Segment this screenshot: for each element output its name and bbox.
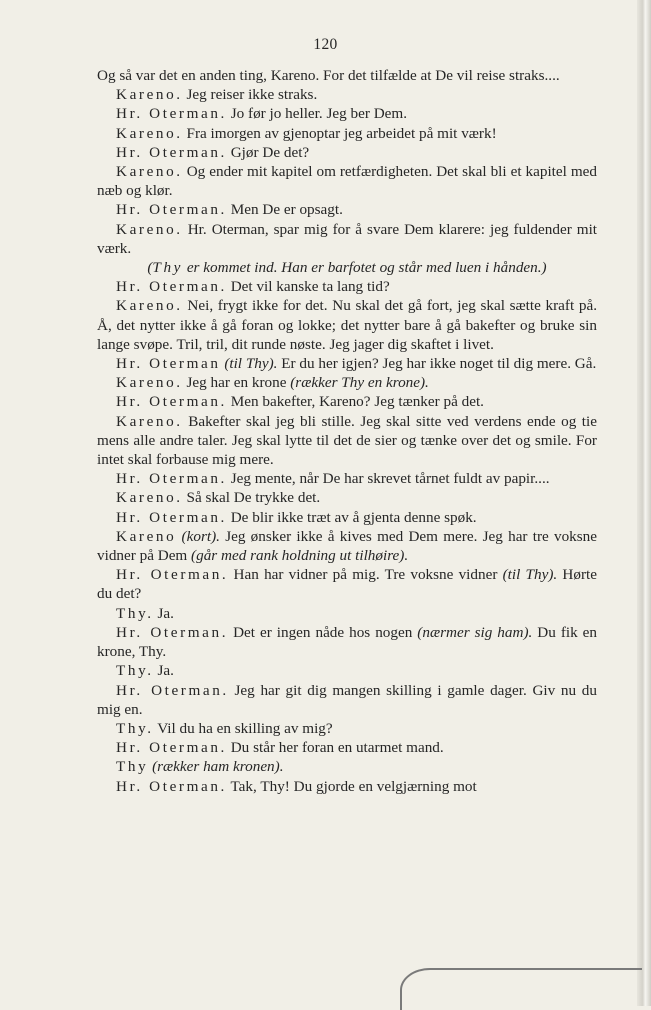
dialogue-line [97, 527, 597, 565]
stage-direction-inline: (til Thy). [224, 355, 278, 373]
dialogue-text: Det vil kanske ta lang tid? [230, 278, 390, 296]
dialogue-text: Gjør De det? [230, 143, 310, 161]
stage-direction-inline: (rækker Thy en krone). [290, 374, 429, 392]
speaker-name: Kareno. [116, 374, 183, 392]
dialogue-text: Vil du ha en skilling av mig? [157, 719, 333, 737]
speaker-name: Hr. Oterman. [116, 681, 229, 699]
dialogue-text: Men De er opsagt. [230, 201, 343, 219]
speaker-name: Hr. Oterman [116, 355, 221, 373]
dialogue-text: Jeg har en krone [186, 374, 287, 392]
speaker-name: Thy. [116, 662, 154, 680]
speaker-name: Hr. Oterman. [116, 739, 227, 757]
dialogue-line [97, 104, 597, 123]
dialogue-text: Jeg ønsker ikke å kives med Dem mere. Jeg har tre voksne vidner på Dem [97, 527, 598, 565]
dialogue-text: Og ender mit kapitel om retfærdigheten. Det skal bli et kapitel med næb og klør. [97, 163, 597, 200]
speaker-name: Thy. [116, 719, 154, 737]
dialogue-text: De blir ikke træt av å gjenta denne spøk. [230, 508, 477, 526]
speaker-name: Kareno. [116, 124, 183, 142]
dialogue-line [97, 124, 597, 143]
stage-direction: (Thy er kommet ind. Han er barfotet og står med luen i hånden.) [147, 259, 547, 277]
speaker-name: Kareno. [116, 163, 183, 181]
stage-direction-inline: (rækker ham kronen). [152, 758, 284, 776]
speaker-name: Kareno [116, 527, 177, 545]
dialogue-text: Ja. [157, 662, 174, 680]
speaker-name: Kareno. [116, 297, 183, 315]
stage-direction-inline: (går med rank holdning ut tilhøire). [191, 547, 409, 565]
speaker-name: Hr. Oterman. [116, 623, 229, 641]
dialogue-line [97, 508, 597, 527]
dialogue-text: Han har vidner på mig. Tre voksne vidner [233, 566, 498, 584]
speaker-name: Hr. Oterman. [116, 508, 227, 526]
dialogue-line [97, 777, 597, 796]
dialogue-line [97, 412, 597, 470]
stage-direction-inline: (til Thy). [502, 566, 558, 584]
dialogue-line [97, 604, 597, 623]
dialogue-text: Så skal De trykke det. [186, 489, 321, 507]
speaker-name: Hr. Oterman. [116, 201, 227, 219]
stage-direction-inline: (nærmer sig ham). [417, 623, 533, 641]
dialogue-line [97, 373, 597, 392]
dialogue-line [97, 488, 597, 507]
stage-text: er kommet ind. Han er barfotet og står med luen i hånden.) [186, 259, 547, 277]
play-text [97, 66, 597, 796]
stage-character: Thy [152, 259, 184, 277]
speaker-name: Thy. [116, 604, 154, 622]
dialogue-text: Jeg har git dig mangen skilling i gamle dager. Giv nu du mig en. [97, 681, 597, 718]
dialogue-text: Ja. [157, 604, 174, 622]
dialogue-line [97, 738, 597, 757]
speaker-name: Kareno. [116, 489, 183, 507]
speaker-name: Hr. Oterman. [116, 470, 227, 488]
dialogue-text: Bakefter skal jeg bli stille. Jeg skal sitte ved verdens ende og tie mens alle andre taler. Jeg skal lytte til det de sier og tænke over det og smile. For intet skal forbause mig mere. [97, 412, 597, 469]
dialogue-text: Jo før jo heller. Jeg ber Dem. [230, 105, 408, 123]
stage-direction-inline: (kort). [181, 527, 220, 545]
page-corner-mark [400, 968, 642, 1010]
dialogue-line [97, 296, 597, 354]
dialogue-text: Du står her foran en utarmet mand. [230, 739, 444, 757]
dialogue-line [97, 719, 597, 738]
dialogue-line [97, 565, 597, 603]
page-number: 120 [313, 36, 338, 53]
page-edge [637, 0, 651, 1006]
dialogue-line [97, 220, 597, 258]
dialogue-line [97, 623, 597, 661]
dialogue-line [97, 681, 597, 719]
dialogue-text: Fra imorgen av gjenoptar jeg arbeidet på mit værk! [186, 124, 497, 142]
speaker-name: Hr. Oterman. [116, 393, 227, 411]
speaker-name: Hr. Oterman. [116, 143, 227, 161]
speaker-name: Kareno. [116, 220, 183, 238]
dialogue-text: Men bakefter, Kareno? Jeg tænker på det. [230, 393, 484, 411]
dialogue-line [97, 200, 597, 219]
dialogue-line [97, 85, 597, 104]
dialogue-text: Hørte du det? [97, 566, 597, 603]
dialogue-line [97, 392, 597, 411]
dialogue-line [97, 277, 597, 296]
dialogue-text: Jeg reiser ikke straks. [186, 86, 318, 104]
dialogue-text: Hr. Oterman, spar mig for å svare Dem klarere: jeg fuldender mit værk. [97, 220, 598, 257]
dialogue-line [97, 162, 597, 200]
dialogue-text: Jeg mente, når De har skrevet tårnet fuldt av papir.... [230, 470, 550, 488]
dialogue-line [97, 757, 597, 776]
dialogue-text: Er du her igjen? Jeg har ikke noget til dig mere. Gå. [281, 355, 597, 373]
speaker-name: Hr. Oterman. [116, 566, 229, 584]
dialogue-line [97, 469, 597, 488]
continuation-paragraph [97, 66, 597, 85]
dialogue-text: Du fik en krone, Thy. [97, 623, 598, 661]
speaker-name: Kareno. [116, 86, 183, 104]
dialogue-text: Det er ingen nåde hos nogen [233, 623, 413, 641]
speaker-name: Hr. Oterman. [116, 278, 227, 296]
speaker-name: Hr. Oterman. [116, 105, 227, 123]
speaker-name: Kareno. [116, 412, 183, 430]
dialogue-line [97, 143, 597, 162]
speaker-name: Hr. Oterman. [116, 777, 227, 795]
dialogue-line [97, 661, 597, 680]
dialogue-text: Tak, Thy! Du gjorde en velgjærning mot [230, 777, 477, 795]
dialogue-line [97, 354, 597, 373]
dialogue-text: Nei, frygt ikke for det. Nu skal det gå fort, jeg skal sætte kraft på. Å, det nytter ikke å gå foran og lokke; det nytter bare å gå bakefter og bruke sin lange svøpe. Tril, tril, dit runde nøste. Jeg jager dig skaftet i livet. [97, 297, 598, 353]
speaker-name: Thy [116, 758, 149, 776]
dialogue-text: Og så var det en anden ting, Kareno. For det tilfælde at De vil reise straks.... [97, 67, 560, 84]
